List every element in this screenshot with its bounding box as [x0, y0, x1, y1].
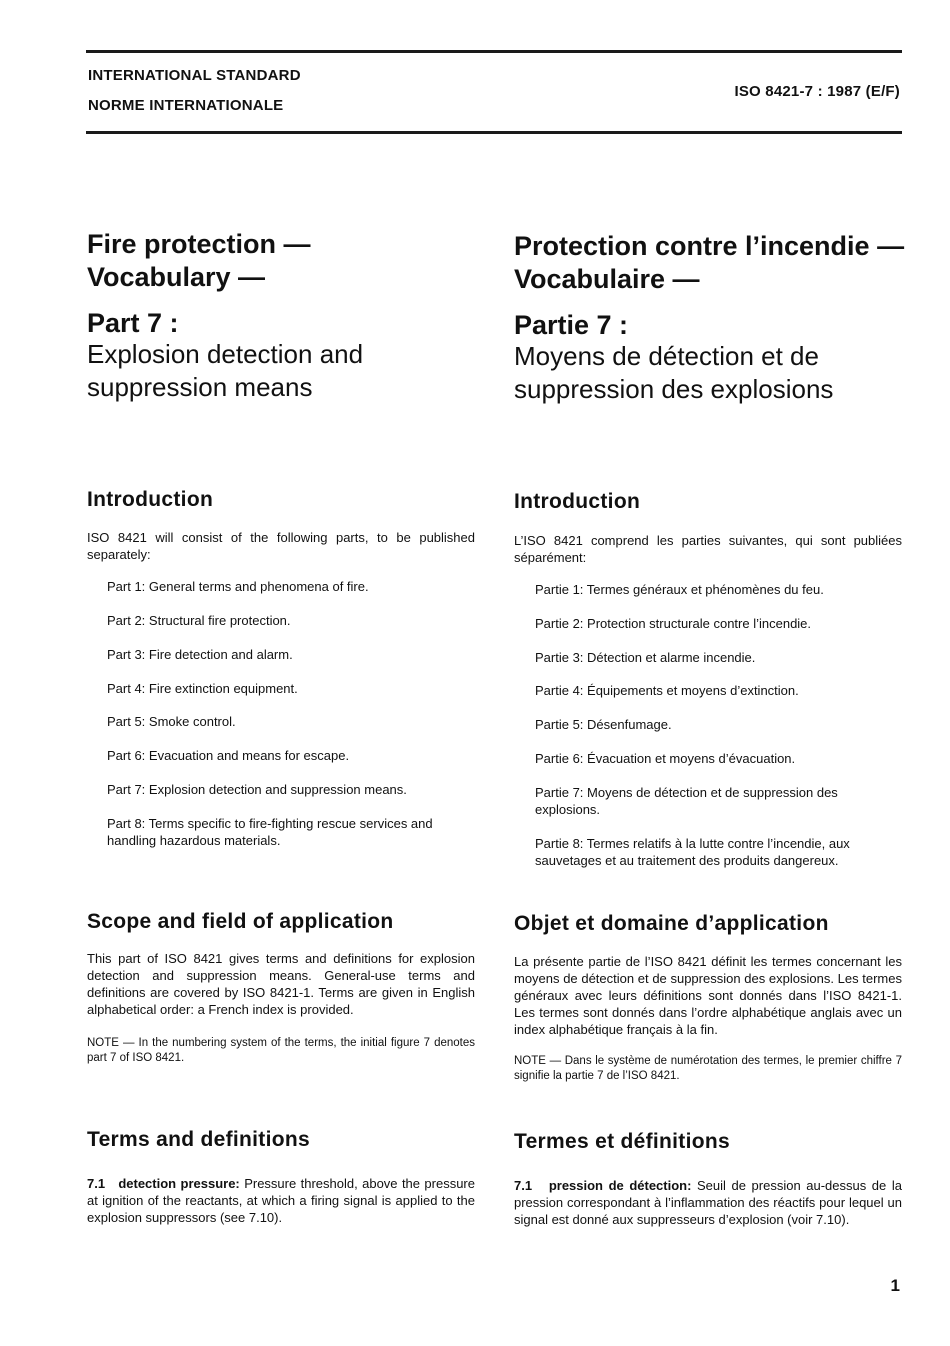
- term-name-fr: pression de détection:: [548, 1178, 692, 1193]
- term-number-fr: 7.1: [514, 1178, 533, 1193]
- term-name-en: detection pressure:: [118, 1176, 240, 1191]
- part-item-en-6: Part 6: Evacuation and means for escape.: [107, 748, 350, 763]
- part-item-fr-8: Partie 8: Termes relatifs à la lutte contre l’incendie, aux sauvetages et au traitement des produits dangereux.: [535, 836, 850, 868]
- standard-label-en: INTERNATIONAL STANDARD: [88, 67, 301, 84]
- note-fr: NOTE — Dans le système de numérotation des termes, le premier chiffre 7 signifie la partie 7 de l’ISO 8421.: [514, 1055, 902, 1082]
- term-7-1-en: [87, 1175, 475, 1226]
- title-fr-line2: Vocabulaire —: [514, 264, 700, 294]
- scope-heading-fr: Objet et domaine d’application: [514, 912, 829, 935]
- standard-label-fr: NORME INTERNATIONALE: [88, 97, 284, 114]
- scope-text-fr: La présente partie de l’ISO 8421 définit les termes concernant les moyens de détection et de suppression des explosions. Les termes généraux avec leurs définitions sont donnés dans l’ISO 8421-1. Les termes sont donnés dans l’ordre alphabétique anglais avec un index alphabétique français à la fin.: [514, 954, 902, 1037]
- part-item-en-7: Part 7: Explosion detection and suppression means.: [107, 782, 407, 797]
- scope-heading-en: Scope and field of application: [87, 910, 394, 933]
- scope-text-en: This part of ISO 8421 gives terms and definitions for explosion detection and suppression means. General-use terms and definitions are covered by ISO 8421-1. Terms are given in English alphabetical order: a French index is provided.: [87, 951, 475, 1017]
- part-item-fr-7: Partie 7: Moyens de détection et de suppression des explosions.: [535, 785, 838, 817]
- subtitle-en-line1: Explosion detection and: [87, 339, 364, 369]
- title-en-line2: Vocabulary —: [87, 262, 266, 292]
- term-definition-fr: Seuil de pression au-dessus de la pression correspondant à l’inflammation des réactifs pour lequel un signal est donné aux suppresseurs d’explosion (voir 7.10).: [514, 1178, 902, 1227]
- intro-heading-en: Introduction: [87, 488, 214, 511]
- note-en: NOTE — In the numbering system of the terms, the initial figure 7 denotes part 7 of ISO 8421.: [87, 1037, 475, 1064]
- intro-text-en: ISO 8421 will consist of the following parts, to be published separately:: [87, 530, 475, 562]
- part-label-fr: Partie 7 :: [514, 310, 629, 340]
- page-number: 1: [890, 1276, 900, 1295]
- part-item-en-8: Part 8: Terms specific to fire-fighting rescue services and handling hazardous materials.: [107, 816, 433, 848]
- title-fr-line1: Protection contre l’incendie —: [514, 231, 905, 261]
- subtitle-fr-line2: suppression des explosions: [514, 374, 834, 404]
- term-7-1-fr: [514, 1177, 902, 1228]
- part-item-fr-1: Partie 1: Termes généraux et phénomènes du feu.: [535, 582, 824, 597]
- part-label-en: Part 7 :: [87, 308, 179, 338]
- part-item-en-2: Part 2: Structural fire protection.: [107, 613, 291, 628]
- term-number-en: 7.1: [87, 1176, 106, 1191]
- part-item-fr-3: Partie 3: Détection et alarme incendie.: [535, 650, 756, 665]
- subtitle-fr-line1: Moyens de détection et de: [514, 341, 819, 371]
- standard-reference: ISO 8421-7 : 1987 (E/F): [734, 83, 900, 100]
- part-item-en-4: Part 4: Fire extinction equipment.: [107, 681, 298, 696]
- title-en-line1: Fire protection —: [87, 229, 311, 259]
- terms-heading-fr: Termes et définitions: [514, 1130, 730, 1153]
- part-item-fr-6: Partie 6: Évacuation et moyens d’évacuation.: [535, 751, 796, 766]
- header-bottom-rule: [86, 131, 902, 134]
- header-top-rule: [86, 50, 902, 53]
- intro-text-fr: L’ISO 8421 comprend les parties suivantes, qui sont publiées séparément:: [514, 533, 902, 565]
- terms-heading-en: Terms and definitions: [87, 1128, 310, 1151]
- subtitle-en-line2: suppression means: [87, 372, 313, 402]
- part-item-fr-4: Partie 4: Équipements et moyens d’extinction.: [535, 683, 799, 698]
- intro-heading-fr: Introduction: [514, 490, 641, 513]
- part-item-fr-2: Partie 2: Protection structurale contre l’incendie.: [535, 616, 812, 631]
- part-item-en-5: Part 5: Smoke control.: [107, 714, 236, 729]
- part-item-en-1: Part 1: General terms and phenomena of fire.: [107, 579, 369, 594]
- term-definition-en: Pressure threshold, above the pressure at ignition of the reactants, at which a firing signal is applied to the explosion suppressors (see 7.10).: [87, 1176, 475, 1225]
- part-item-en-3: Part 3: Fire detection and alarm.: [107, 647, 293, 662]
- part-item-fr-5: Partie 5: Désenfumage.: [535, 717, 672, 732]
